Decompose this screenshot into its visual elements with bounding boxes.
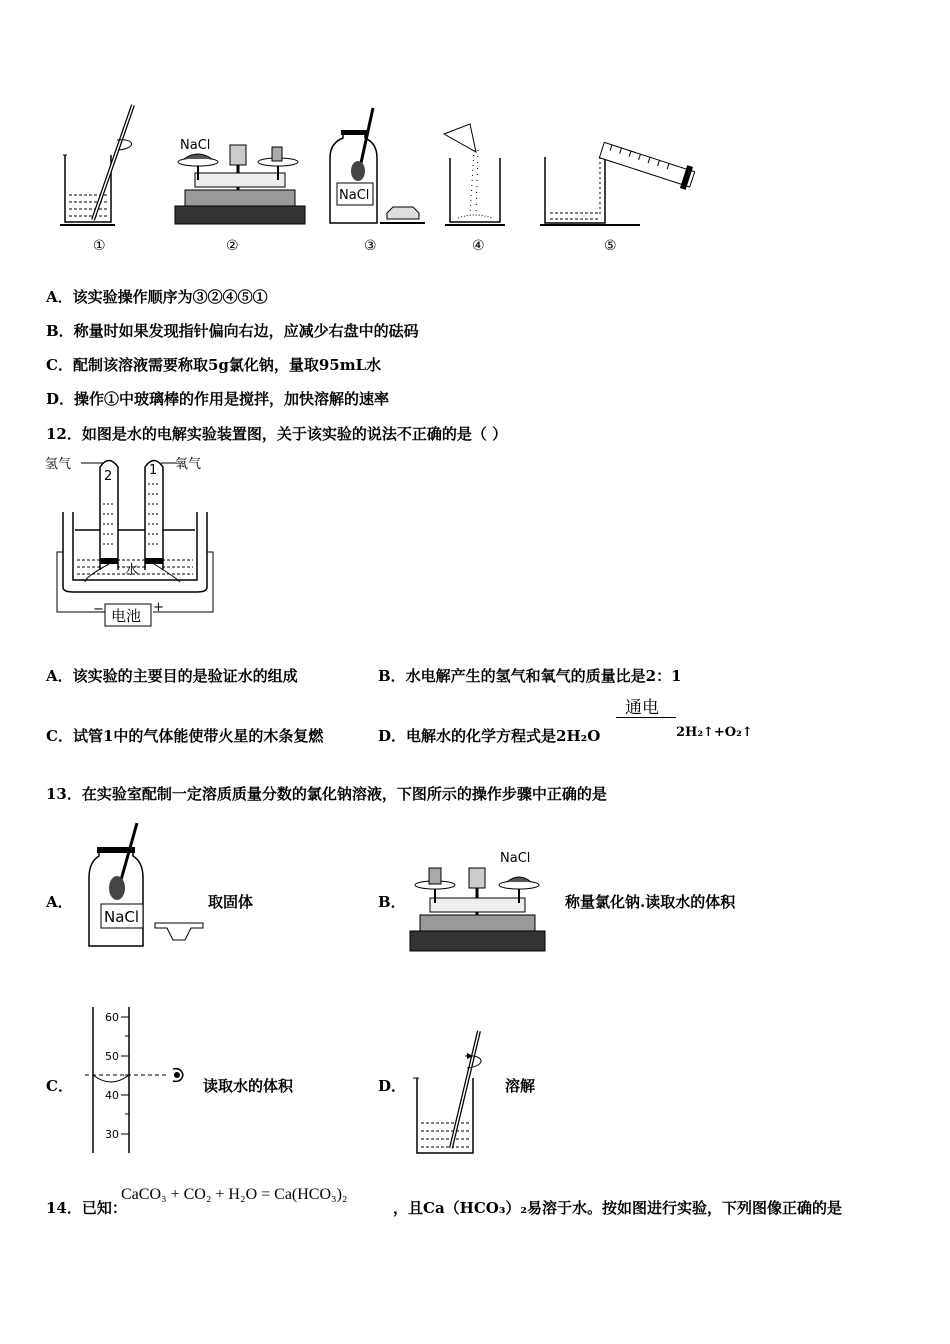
tick-60: 60 — [105, 1011, 119, 1024]
water-label: 水 — [125, 563, 139, 578]
pour-water-figure — [540, 135, 705, 230]
tick-40: 40 — [105, 1089, 119, 1102]
reaction-arrow-line — [616, 717, 676, 718]
q11-option-b: B．称量时如果发现指针偏向右边，应减少右盘中的砝码 — [46, 322, 419, 340]
reagent-bottle-figure — [325, 103, 435, 228]
q13-question: 13．在实验室配制一定溶质质量分数的氯化钠溶液，下图所示的操作步骤中正确的是 — [46, 785, 607, 803]
beaker-stirring-figure — [55, 100, 125, 230]
hydrogen-label: 氢气 — [45, 457, 72, 472]
q12-option-c: C．试管1中的气体能使带火星的木条复燃 — [46, 727, 324, 745]
step-label-5: ⑤ — [604, 238, 617, 254]
q12-option-d-prefix: D．电解水的化学方程式是2H₂O — [378, 727, 601, 745]
q12-option-a: A．该实验的主要目的是验证水的组成 — [46, 667, 298, 685]
q11-option-d: D．操作①中玻璃棒的作用是搅拌，加快溶解的速率 — [46, 390, 390, 408]
q13-option-c-text: 读取水的体积 — [203, 1077, 294, 1095]
pour-solid-figure — [440, 120, 520, 228]
battery-minus: − — [93, 602, 104, 617]
step-label-3: ③ — [364, 238, 377, 254]
q14-prefix: 14．已知： — [46, 1199, 127, 1217]
q11-option-a: A．该实验操作顺序为③②④⑤① — [46, 288, 268, 306]
nacl-bottle-label: NaCl — [339, 188, 370, 203]
step-label-1: ① — [93, 238, 106, 254]
tube-2-label: 2 — [104, 469, 113, 484]
q13-nacl-pan-label: NaCl — [500, 851, 531, 866]
tick-30: 30 — [105, 1128, 119, 1141]
tick-50: 50 — [105, 1050, 119, 1063]
q12-option-d-products: 2H₂↑+O₂↑ — [676, 725, 753, 740]
graduated-cylinder-figure — [85, 1005, 200, 1155]
oxygen-label: 氧气 — [175, 457, 202, 472]
q12-option-d-condition: 通电 — [625, 698, 659, 718]
q13-option-b-text: 称量氯化钠.读取水的体积 — [565, 893, 736, 911]
q12-question: 12．如图是水的电解实验装置图，关于该实验的说法不正确的是（ ） — [46, 425, 508, 443]
battery-plus: + — [153, 600, 164, 615]
q13-option-c-letter: C． — [46, 1077, 73, 1095]
q13-nacl-bottle-label: NaCl — [104, 908, 140, 926]
electrolysis-diagram — [45, 452, 225, 637]
q12-option-b: B．水电解产生的氢气和氧气的质量比是2：1 — [378, 667, 682, 685]
q13-option-b-letter: B． — [378, 893, 406, 911]
nacl-label: NaCl — [180, 138, 211, 153]
step-label-4: ④ — [472, 238, 485, 254]
q13-option-d-letter: D． — [378, 1077, 407, 1095]
dissolve-beaker-figure — [405, 1028, 505, 1156]
step-label-2: ② — [226, 238, 239, 254]
balance-figure-b — [405, 848, 550, 956]
q14-equation: CaCO₃ + CO₂ + H₂O = Ca(HCO₃)₂ — [121, 1186, 348, 1203]
battery-label: 电池 — [111, 607, 142, 625]
q11-option-c: C．配制该溶液需要称取5g氯化钠，量取95mL水 — [46, 356, 382, 374]
q13-option-a-text: 取固体 — [208, 893, 254, 911]
tube-1-label: 1 — [149, 463, 158, 478]
take-solid-figure — [85, 818, 210, 950]
q14-suffix: ，且Ca（HCO₃）₂易溶于水。按如图进行实验，下列图像正确的是 — [393, 1199, 842, 1217]
q13-option-d-text: 溶解 — [505, 1077, 536, 1095]
balance-weighing-figure — [170, 135, 310, 230]
q13-option-a-letter: A． — [46, 893, 73, 911]
